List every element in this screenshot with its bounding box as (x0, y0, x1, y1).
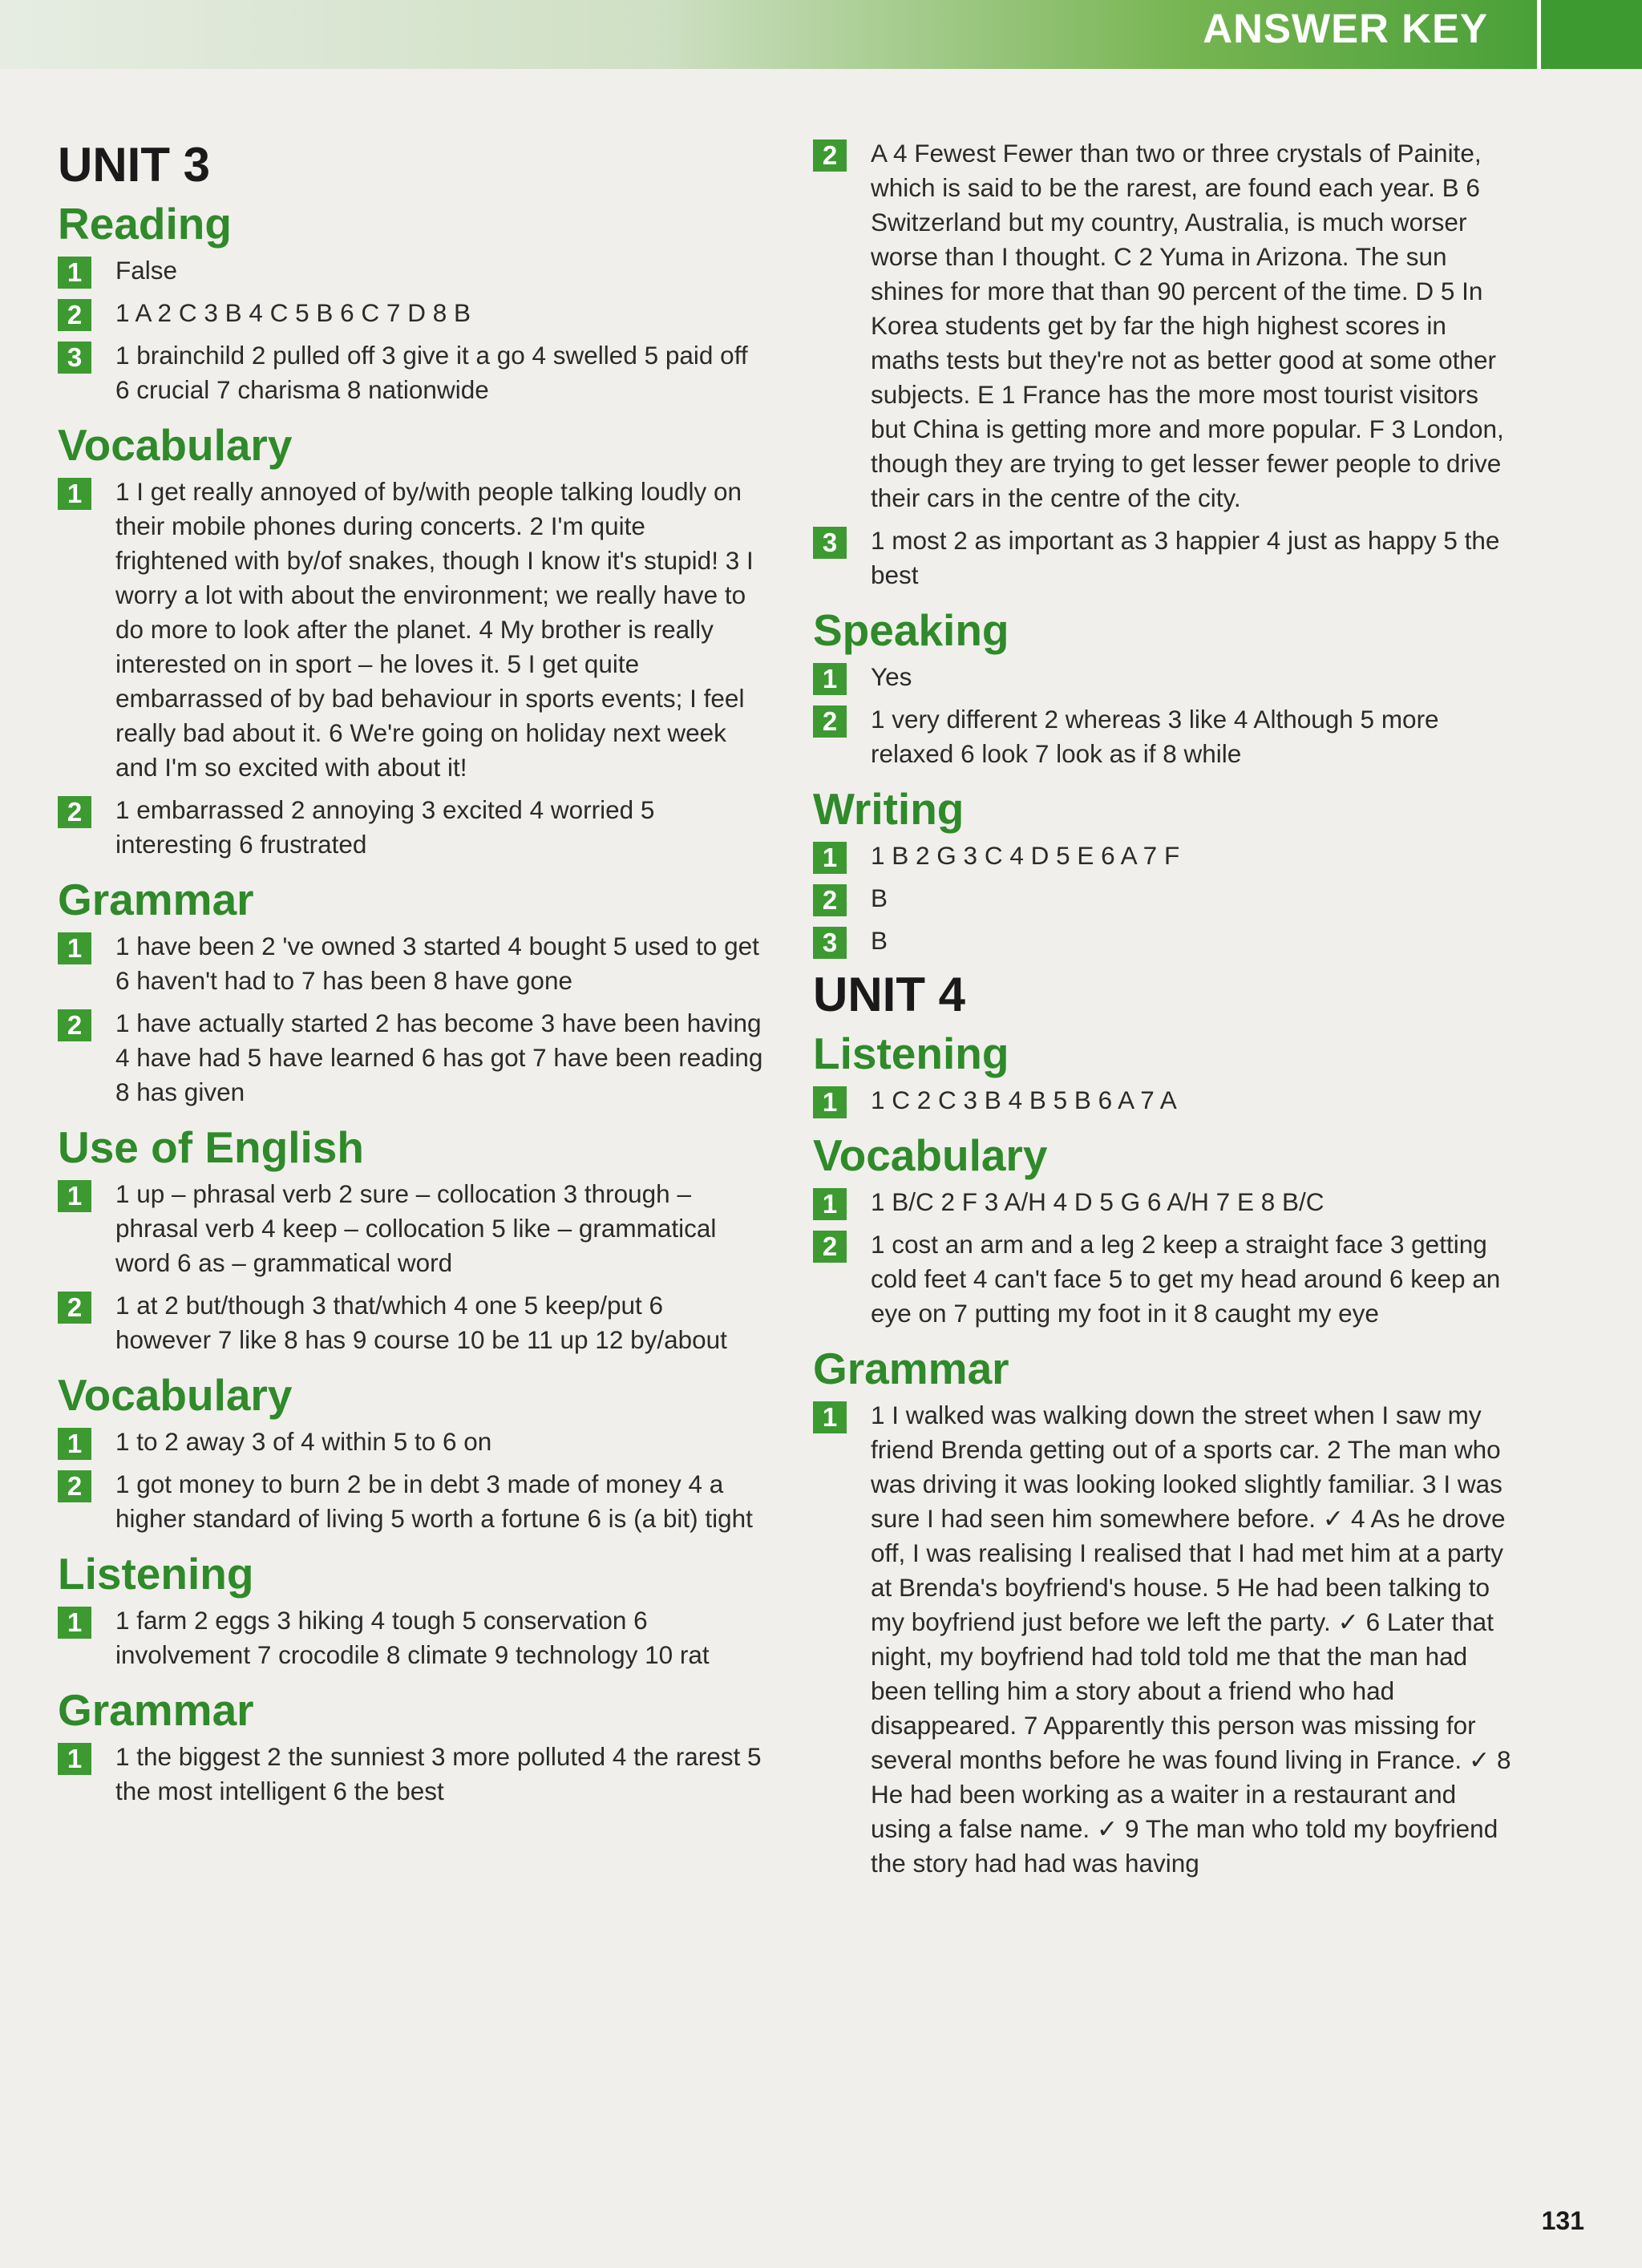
right-column (813, 136, 1519, 1889)
exercise-number: 1 (58, 1428, 91, 1460)
unit-title: UNIT 4 (813, 968, 966, 1021)
exercise-answer: 1 most 2 as important as 3 happier 4 just as happy 5 the best (871, 526, 1500, 589)
exercise-item (813, 1083, 1519, 1118)
section-title-use-of-english: Use of English (58, 1122, 364, 1172)
exercise-answer: 1 up – phrasal verb 2 sure – collocation 3 through – phrasal verb 4 keep – collocation 5 like – grammatical word 6 as – grammatical word (115, 1179, 717, 1277)
exercise-number: 1 (813, 1401, 847, 1433)
section-title-reading: Reading (58, 199, 232, 249)
exercise-number: 3 (813, 927, 847, 959)
exercise-answer: 1 at 2 but/though 3 that/which 4 one 5 keep/put 6 however 7 like 8 has 9 course 10 be 11 up 12 by/about (115, 1291, 727, 1354)
exercise-item (58, 253, 763, 288)
exercise-number: 2 (813, 705, 847, 738)
exercise-item (58, 475, 763, 785)
exercise-number: 1 (58, 478, 91, 510)
exercise-item (58, 929, 763, 998)
exercise-number: 2 (58, 1292, 91, 1324)
exercise-item (58, 338, 763, 407)
exercise-number: 1 (813, 1086, 847, 1118)
section-title-listening: Listening (58, 1549, 254, 1599)
section-title-vocabulary: Vocabulary (58, 1370, 293, 1420)
exercise-item (813, 839, 1519, 873)
exercise-answer: 1 got money to burn 2 be in debt 3 made of money 4 a higher standard of living 5 worth a fortune 6 is (a bit) tight (115, 1470, 753, 1533)
exercise-number: 2 (813, 884, 847, 916)
exercise-answer: B (871, 883, 888, 912)
exercise-item (58, 1740, 763, 1809)
exercise-answer: 1 brainchild 2 pulled off 3 give it a go 4 swelled 5 paid off 6 crucial 7 charisma 8 nationwide (115, 341, 748, 404)
exercise-answer: 1 have actually started 2 has become 3 have been having 4 have had 5 have learned 6 has got 7 have been reading 8 has given (115, 1009, 763, 1106)
exercise-number: 1 (58, 932, 91, 964)
exercise-item (58, 296, 763, 330)
section-title-grammar: Grammar (58, 875, 254, 924)
exercise-item (813, 660, 1519, 694)
section-title-grammar: Grammar (58, 1685, 254, 1735)
exercise-number: 2 (813, 1231, 847, 1263)
exercise-number: 2 (58, 1009, 91, 1041)
exercise-number: 1 (58, 1180, 91, 1212)
section-title-grammar: Grammar (813, 1344, 1009, 1393)
exercise-number: 2 (813, 139, 847, 172)
exercise-item (813, 1398, 1519, 1881)
exercise-answer: 1 B/C 2 F 3 A/H 4 D 5 G 6 A/H 7 E 8 B/C (871, 1187, 1325, 1216)
exercise-item (58, 793, 763, 862)
section-title-vocabulary: Vocabulary (813, 1130, 1048, 1180)
exercise-item (813, 136, 1519, 515)
exercise-item (813, 702, 1519, 771)
exercise-number: 1 (813, 842, 847, 874)
exercise-answer: 1 have been 2 've owned 3 started 4 bought 5 used to get 6 haven't had to 7 has been 8 have gone (115, 932, 759, 995)
exercise-item (813, 1185, 1519, 1219)
section-title-writing: Writing (813, 784, 965, 834)
exercise-item (58, 1425, 763, 1459)
exercise-answer: 1 to 2 away 3 of 4 within 5 to 6 on (115, 1427, 492, 1456)
exercise-answer: 1 cost an arm and a leg 2 keep a straight face 3 getting cold feet 4 can't face 5 to get my head around 6 keep an eye on 7 putting my foot in it 8 caught my eye (871, 1230, 1501, 1328)
exercise-number: 3 (813, 527, 847, 559)
exercise-number: 3 (58, 342, 91, 374)
exercise-item (58, 1177, 763, 1280)
exercise-answer: 1 I get really annoyed of by/with people talking loudly on their mobile phones during concerts. 2 I'm quite frightened with by/of snakes, though I know it's stupid! 3 I worry a lot with about the environment; we really have to do more to look after the planet. 4 My brother is really interested on in sport – he loves it. 5 I get quite embarrassed of by bad behaviour in sports events; I feel really bad about it. 6 We're going on holiday next week and I'm so excited with about it! (115, 477, 754, 782)
exercise-number: 1 (58, 1607, 91, 1639)
exercise-item (813, 1227, 1519, 1331)
exercise-answer: 1 C 2 C 3 B 4 B 5 B 6 A 7 A (871, 1085, 1177, 1114)
exercise-answer: 1 very different 2 whereas 3 like 4 Although 5 more relaxed 6 look 7 look as if 8 while (871, 705, 1439, 768)
exercise-answer: 1 farm 2 eggs 3 hiking 4 tough 5 conservation 6 involvement 7 crocodile 8 climate 9 technology 10 rat (115, 1606, 710, 1669)
exercise-answer: 1 B 2 G 3 C 4 D 5 E 6 A 7 F (871, 841, 1180, 870)
exercise-answer: 1 A 2 C 3 B 4 C 5 B 6 C 7 D 8 B (115, 298, 471, 327)
page-number: 131 (1541, 2206, 1584, 2235)
exercise-answer: Yes (871, 662, 912, 691)
exercise-item (58, 1006, 763, 1110)
left-column (58, 136, 763, 1817)
exercise-item (813, 524, 1519, 592)
exercise-number: 2 (58, 1470, 91, 1502)
page-header-title: ANSWER KEY (1203, 6, 1488, 51)
exercise-item (813, 924, 1519, 958)
section-title-listening: Listening (813, 1029, 1009, 1078)
header-tab-marker (1537, 0, 1642, 69)
exercise-answer: 1 I walked was walking down the street when I saw my friend Brenda getting out of a sports car. 2 The man who was driving it was looking looked slightly familiar. 3 I was sure I had seen him somewhere before. ✓ 4 As he drove off, I was realising I realised that I had met him at a party at Brenda's boyfriend's house. 5 He had been talking to my boyfriend just before we left the party. ✓ 6 Later that night, my boyfriend had told told me that the man had been telling him a story about a friend who had disappeared. 7 Apparently this person was missing for several months before he was found living in France. ✓ 8 He had been working as a waiter in a restaurant and using a false name. ✓ 9 The man who told my boyfriend the story had had was having (871, 1401, 1511, 1878)
exercise-answer: 1 embarrassed 2 annoying 3 excited 4 worried 5 interesting 6 frustrated (115, 795, 655, 859)
exercise-item (813, 881, 1519, 916)
exercise-number: 2 (58, 796, 91, 828)
exercise-number: 1 (58, 1743, 91, 1775)
exercise-number: 2 (58, 299, 91, 331)
section-title-vocabulary: Vocabulary (58, 420, 293, 470)
exercise-item (58, 1603, 763, 1672)
exercise-answer: A 4 Fewest Fewer than two or three crystals of Painite, which is said to be the rarest, are found each year. B 6 Switzerland but my country, Australia, is much worser worse than I thought. C 2 Yuma in Arizona. The sun shines for more that than 90 percent of the time. D 5 In Korea students get by far the high highest scores in maths tests but they're not as better good at some other subjects. E 1 France has the more most tourist visitors but China is getting more and more popular. F 3 London, though they are trying to get lesser fewer people to drive their cars in the centre of the city. (871, 139, 1504, 512)
exercise-number: 1 (813, 663, 847, 695)
unit-title: UNIT 3 (58, 138, 211, 192)
exercise-number: 1 (813, 1188, 847, 1220)
exercise-answer: 1 the biggest 2 the sunniest 3 more polluted 4 the rarest 5 the most intelligent 6 the best (115, 1742, 762, 1805)
exercise-answer: B (871, 926, 888, 955)
exercise-item (58, 1288, 763, 1357)
exercise-number: 1 (58, 257, 91, 289)
exercise-item (58, 1467, 763, 1536)
exercise-answer: False (115, 256, 178, 285)
section-title-speaking: Speaking (813, 605, 1009, 655)
